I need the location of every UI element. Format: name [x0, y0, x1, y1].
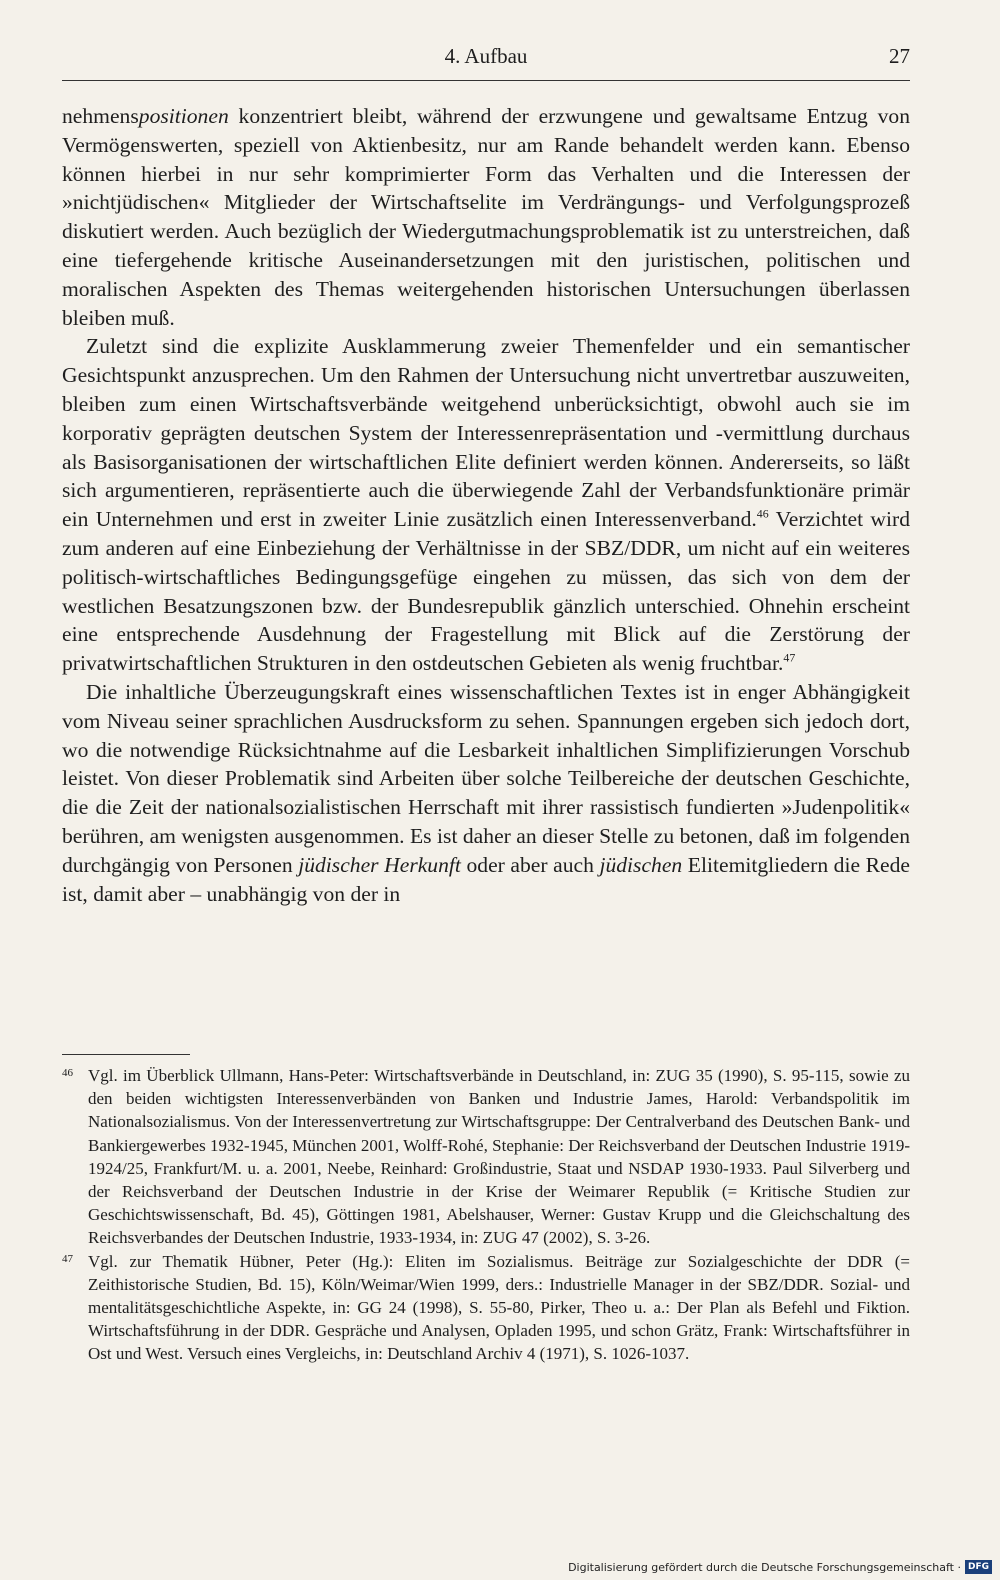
- credit-text: Digitalisierung gefördert durch die Deutsche Forschungsgemeinschaft ·: [568, 1560, 961, 1574]
- footnote-rule: [62, 1054, 190, 1055]
- paragraph-1: [62, 102, 910, 332]
- footnote-47: [62, 1250, 910, 1366]
- text-run: Verzichtet wird zum anderen auf eine Einbeziehung der Verhältnisse in der SBZ/DDR, um nicht auf ein weiteres politisch-wirtschaftliches Bedingungsgefüge eingehen zu müssen, das sich von dem der westlichen Besatzungszonen bzw. der Bundesrepublik gänzlich unterschied. Ohnehin erscheint eine entsprechende Ausdehnung der Fragestellung mit Blick auf die Zerstörung der privatwirtschaftlichen Strukturen in den ostdeutschen Gebieten als wenig fruchtbar.: [62, 507, 910, 676]
- footnote-number: 47: [62, 1252, 73, 1265]
- text-run: Elitemitgliedern die Rede ist, damit aber – unabhängig von der in: [62, 852, 911, 906]
- paragraph-2: [62, 332, 910, 678]
- text-run: nehmens: [62, 104, 139, 128]
- dfg-logo: DFG: [965, 1560, 992, 1574]
- text-run: konzentriert bleibt, während der erzwungene und gewaltsame Entzug von Vermögenswerten, speziell von Aktienbesitz, nur am Rande behandelt werden kann. Ebenso können hierbei in nur sehr komprimierter Form das Verhalten und die Interessen der »nichtjüdischen« Mitglieder der Wirtschaftselite im Verdrängungs- und Verfolgungsprozeß diskutiert werden. Auch bezüglich der Wiedergutmachungsproblematik ist zu unterstreichen, daß eine tiefergehende kritische Auseinandersetzungen mit den juristischen, politischen und moralischen Aspekten des Themas weitergehenden historischen Untersuchungen überlassen bleiben muß.: [62, 104, 910, 330]
- italic-emphasis: positionen: [138, 104, 229, 128]
- footnote-marker: 46: [756, 506, 769, 521]
- body-text: [62, 102, 910, 908]
- footnote-text: Vgl. zur Thematik Hübner, Peter (Hg.): Eliten im Sozialismus. Beiträge zur Sozialgeschichte der DDR (= Zeithistorische Studien, Bd. 15), Köln/Weimar/Wien 1999, ders.: Industrielle Manager in der SBZ/DDR. Sozial- und mentalitätsgeschichtliche Aspekte, in: GG 24 (1998), S. 55-80, Pirker, Theo u. a.: Der Plan als Befehl und Fiktion. Wirtschaftsführung in der DDR. Gespräche und Analysen, Opladen 1995, und schon Grätz, Frank: Wirtschaftsführer in Ost und West. Versuch eines Vergleichs, in: Deutschland Archiv 4 (1971), S. 1026-1037.: [88, 1251, 910, 1364]
- page-number: 27: [889, 44, 910, 68]
- footnote-marker: 47: [783, 650, 796, 665]
- footnotes: [62, 1064, 910, 1366]
- italic-emphasis: jüdischer Herkunft: [298, 852, 461, 877]
- paragraph-3: [62, 678, 910, 908]
- text-run: Zuletzt sind die explizite Ausklammerung zweier Themenfelder und ein semantischer Gesichtspunkt anzusprechen. Um den Rahmen der Untersuchung nicht unvertretbar auszuweiten, bleiben zum einen Wirtschaftsverbände weitgehend unberücksichtigt, obwohl auch sie im korporativ geprägten deutschen System der Interessenrepräsentation und -vermittlung durchaus als Basisorganisationen der wirtschaftlichen Elite definiert werden können. Andererseits, so läßt sich argumentieren, repräsentierte auch die überwiegende Zahl der Verbandsfunktionäre primär ein Unternehmen und erst in zweiter Linie zusätzlich einen Interessenverband.: [62, 334, 910, 532]
- header-rule: [62, 80, 910, 81]
- digitization-credit: [568, 1558, 992, 1576]
- text-run: oder aber auch: [460, 852, 600, 877]
- running-head: [62, 44, 910, 78]
- footnote-46: [62, 1064, 910, 1250]
- running-title: 4. Aufbau: [444, 44, 528, 68]
- text-run: Die inhaltliche Überzeugungskraft eines wissenschaftlichen Textes ist in enger Abhängigkeit vom Niveau seiner sprachlichen Ausdrucksform zu sehen. Spannungen ergeben sich jedoch dort, wo die notwendige Rücksichtnahme auf die Lesbarkeit inhaltlichen Simplifizierungen Vorschub leistet. Von dieser Problematik sind Arbeiten über solche Teilbereiche der deutschen Geschichte, die die Zeit der nationalsozialistischen Herrschaft mit ihrer rassistisch fundierten »Judenpolitik« berühren, am wenigsten ausgenommen. Es ist daher an dieser Stelle zu betonen, daß im folgenden durchgängig von Personen: [62, 679, 910, 877]
- footnote-text: Vgl. im Überblick Ullmann, Hans-Peter: Wirtschaftsverbände in Deutschland, in: ZUG 35 (1990), S. 95-115, sowie zu den beiden wichtigsten Interessenverbänden von Banken und Industrie James, Harold: Verbandspolitik im Nationalsozialismus. Von der Interessenvertretung zur Wirtschaftsgruppe: Der Centralverband des Deutschen Bank- und Bankiergewerbes 1932-1945, München 2001, Wolff-Rohé, Stephanie: Der Reichsverband der Deutschen Industrie 1919-1924/25, Frankfurt/M. u. a. 2001, Neebe, Reinhard: Großindustrie, Staat und NSDAP 1930-1933. Paul Silverberg und der Reichsverband der Deutschen Industrie in der Krise der Weimarer Republik (= Kritische Studien zur Geschichtswissenschaft, Bd. 45), Göttingen 1981, Abelshauser, Werner: Gustav Krupp und die Gleichschaltung des Reichsverbandes der Deutschen Industrie, 1933-1934, in: ZUG 47 (2002), S. 3-26.: [88, 1066, 910, 1248]
- footnote-number: 46: [62, 1067, 73, 1079]
- italic-emphasis: jüdischen: [599, 852, 683, 877]
